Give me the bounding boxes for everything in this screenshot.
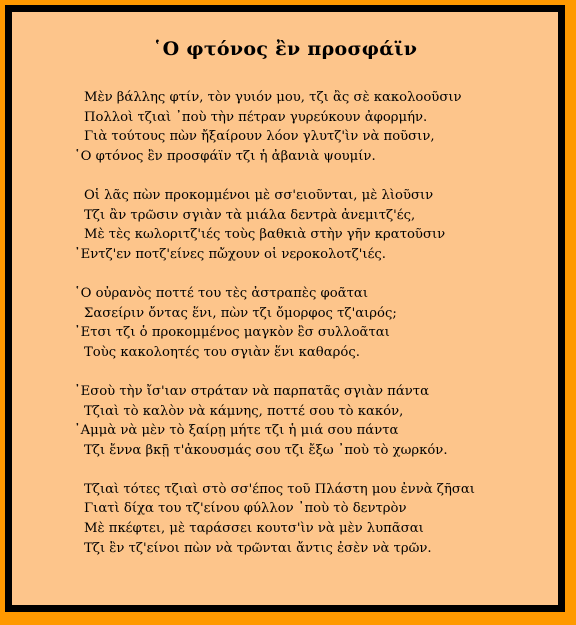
poem-line: Τζι ἂν τρῶσιν σγιὰν τὰ μιάλα δεντρὰ ἀνεμιτζ'ές, — [84, 207, 416, 223]
poem-line: ᾽Ετσι τζι ὁ προκομμένος μαγκὸν ἒσ συλλοᾶται — [74, 325, 390, 341]
poem-line: Σασείριν ὄντας ἕνι, πὼν τζι ὄμορφος τζ'αιρός; — [84, 305, 397, 321]
poem-line: ῾Ο οὐρανὸς ποττέ του τὲς ἀστραπὲς φοᾶται — [74, 285, 368, 301]
poem-sheet — [12, 12, 558, 605]
stanza-5 — [74, 480, 475, 558]
poem-line: ᾽Εσοὺ τὴν ἴσ'ιαν στράταν νὰ παρπατᾶς σγιὰν πάντα — [74, 383, 429, 399]
poem-title: ῾Ο φτόνος ἒν προσφάϊν — [152, 38, 418, 60]
poem-line: Τζι ἔννα βκῇ τ'ἀκουσμάς σου τζι ἔξω ᾽ποὺ τὸ χωρκόν. — [84, 442, 448, 458]
stanza-4 — [74, 382, 475, 460]
poem-line: Τζιαὶ τὸ καλὸν νὰ κάμνης, ποττέ σου τὸ κακόν, — [84, 403, 404, 419]
poem-line: Γιατὶ δίχα του τζ'είνου φύλλον ᾽ποὺ τὸ δεντρὸν — [84, 501, 407, 517]
poem-line: Γιὰ τούτους πὼν ἤξαίρουν λόον γλυτζ'ὶν νὰ ποῦσιν, — [84, 129, 435, 145]
stanza-1 — [74, 88, 475, 166]
stanza-2 — [74, 186, 475, 264]
poem-line: Μὲν βάλλης φτίν, τὸν γυιόν μου, τζι ἂς σὲ κακολοοῦσιν — [84, 90, 462, 105]
poem-line: ῾Ο φτόνος ἒν προσφάϊν τζι ἡ ἀβανιὰ ψουμίν. — [74, 148, 376, 164]
poem-line: Τζι ἒν τζ'είνοι πὼν νὰ τρῶνται ἄντις ἐσὲν νὰ τρῶν. — [84, 540, 432, 556]
poem-line: Τοὺς κακολοητές του σγιὰν ἕνι καθαρός. — [84, 344, 360, 360]
poem-body — [74, 88, 475, 578]
poem-line: Πολλοὶ τζιαὶ ᾽ποὺ τὴν πέτραν γυρεύκουν ἀφορμήν. — [84, 109, 428, 125]
poem-line: Τζιαὶ τότες τζιαὶ στὸ σσ'έπος τοῦ Πλάστη μου ἐννὰ ζῆσαι — [84, 481, 475, 497]
poem-line: ᾽Αμμὰ νὰ μὲν τὸ ξαίρῃ μήτε τζι ἡ μιά σου πάντα — [74, 423, 399, 439]
poem-line: ᾽Εντζ'εν ποτζ'είνες πὤχουν οἱ νεροκολοτζ'ιές. — [74, 246, 386, 262]
poem-line: Μὲ πκέφτει, μὲ ταράσσει κουτσ'ὶν νὰ μὲν λυπᾶσαι — [84, 521, 424, 537]
poem-line: Οἱ λᾶς πὼν προκομμένοι μὲ σσ'ειοῦνται, μὲ λὶοῦσιν — [84, 187, 434, 203]
stanza-3 — [74, 284, 475, 362]
poem-line: Μὲ τὲς κωλοριτζ'ιές τοὺς βαθκιὰ στὴν γῆν κρατοῦσιν — [84, 227, 446, 243]
